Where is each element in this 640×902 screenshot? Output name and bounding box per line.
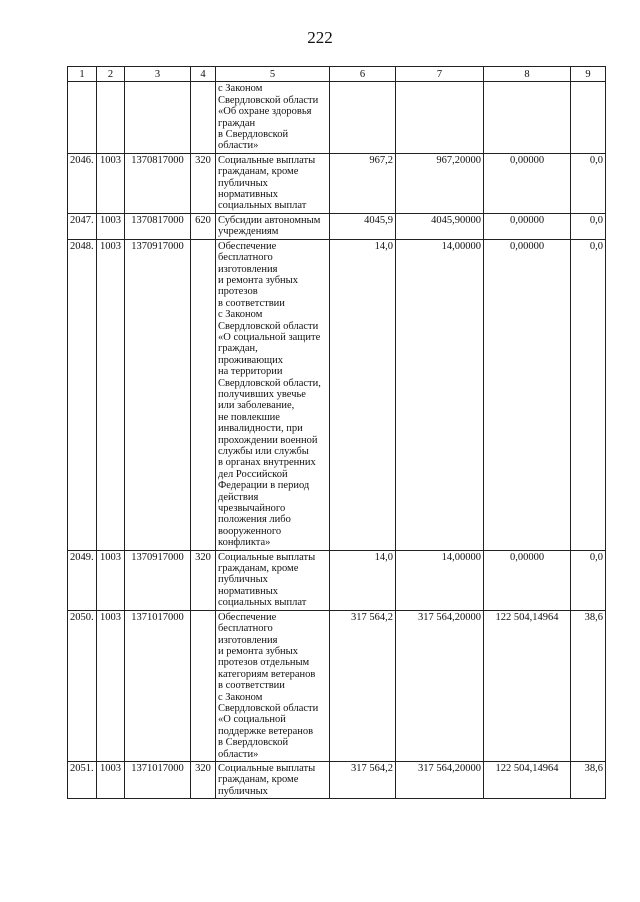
page-number: 222 [307, 28, 333, 47]
table-row [68, 213, 606, 239]
section-code: 1003 [97, 239, 125, 550]
column-header: 2 [97, 67, 125, 82]
planned-amount: 317 564,2 [330, 610, 396, 761]
execution-percent: 0,0 [571, 550, 606, 610]
approved-amount: 317 564,20000 [396, 610, 484, 761]
execution-percent [571, 82, 606, 153]
row-number: 2048. [68, 239, 97, 550]
expense-type-code [191, 82, 216, 153]
column-header: 5 [216, 67, 330, 82]
column-header: 7 [396, 67, 484, 82]
execution-percent: 38,6 [571, 610, 606, 761]
planned-amount: 967,2 [330, 153, 396, 213]
planned-amount [330, 82, 396, 153]
row-number: 2047. [68, 213, 97, 239]
section-code: 1003 [97, 610, 125, 761]
expense-type-code: 320 [191, 550, 216, 610]
target-article-code: 1370817000 [125, 153, 191, 213]
planned-amount: 317 564,2 [330, 761, 396, 798]
approved-amount: 14,00000 [396, 550, 484, 610]
execution-percent: 0,0 [571, 239, 606, 550]
column-header: 4 [191, 67, 216, 82]
row-number: 2046. [68, 153, 97, 213]
approved-amount: 14,00000 [396, 239, 484, 550]
executed-amount: 0,00000 [484, 153, 571, 213]
approved-amount: 317 564,20000 [396, 761, 484, 798]
table-row [68, 550, 606, 610]
row-number: 2051. [68, 761, 97, 798]
section-code: 1003 [97, 213, 125, 239]
section-code: 1003 [97, 550, 125, 610]
table-row [68, 82, 606, 153]
executed-amount: 0,00000 [484, 213, 571, 239]
target-article-code: 1370817000 [125, 213, 191, 239]
row-number: 2050. [68, 610, 97, 761]
planned-amount: 4045,9 [330, 213, 396, 239]
table-row [68, 610, 606, 761]
executed-amount [484, 82, 571, 153]
table-row [68, 153, 606, 213]
planned-amount: 14,0 [330, 550, 396, 610]
item-name: Социальные выплаты гражданам, кроме публичных нормативных социальных выплат [216, 550, 330, 610]
approved-amount: 4045,90000 [396, 213, 484, 239]
approved-amount [396, 82, 484, 153]
target-article-code [125, 82, 191, 153]
column-header: 9 [571, 67, 606, 82]
table-row [68, 761, 606, 798]
expense-type-code: 320 [191, 761, 216, 798]
target-article-code: 1370917000 [125, 550, 191, 610]
executed-amount: 122 504,14964 [484, 761, 571, 798]
expense-type-code: 320 [191, 153, 216, 213]
target-article-code: 1371017000 [125, 761, 191, 798]
target-article-code: 1371017000 [125, 610, 191, 761]
execution-percent: 0,0 [571, 153, 606, 213]
item-name: Обеспечение бесплатного изготовления и ремонта зубных протезов в соответствии с Законом Свердловской области «О социальной защите граждан, проживающих на территории Свердловской области, получивших увечье или заболевание, не повлекшие инвалидности, при прохождении военной службы или службы в органах внутренних дел Российской Федерации в период действия чрезвычайного положения либо вооруженного конфликта» [216, 239, 330, 550]
row-number: 2049. [68, 550, 97, 610]
item-name: Обеспечение бесплатного изготовления и ремонта зубных протезов отдельным категориям ветеранов в соответствии с Законом Свердловской области «О социальной поддержке ветеранов в Свердловской области» [216, 610, 330, 761]
column-header: 8 [484, 67, 571, 82]
execution-percent: 38,6 [571, 761, 606, 798]
item-name: с Законом Свердловской области «Об охране здоровья граждан в Свердловской области» [216, 82, 330, 153]
section-code: 1003 [97, 153, 125, 213]
budget-table [67, 66, 606, 799]
table-row [68, 239, 606, 550]
planned-amount: 14,0 [330, 239, 396, 550]
column-header: 6 [330, 67, 396, 82]
executed-amount: 0,00000 [484, 239, 571, 550]
column-header: 1 [68, 67, 97, 82]
expense-type-code: 620 [191, 213, 216, 239]
header-row [68, 67, 606, 82]
target-article-code: 1370917000 [125, 239, 191, 550]
section-code: 1003 [97, 761, 125, 798]
item-name: Социальные выплаты гражданам, кроме публичных [216, 761, 330, 798]
approved-amount: 967,20000 [396, 153, 484, 213]
execution-percent: 0,0 [571, 213, 606, 239]
expense-type-code [191, 610, 216, 761]
item-name: Социальные выплаты гражданам, кроме публичных нормативных социальных выплат [216, 153, 330, 213]
row-number [68, 82, 97, 153]
column-header: 3 [125, 67, 191, 82]
item-name: Субсидии автономным учреждениям [216, 213, 330, 239]
section-code [97, 82, 125, 153]
executed-amount: 0,00000 [484, 550, 571, 610]
expense-type-code [191, 239, 216, 550]
executed-amount: 122 504,14964 [484, 610, 571, 761]
